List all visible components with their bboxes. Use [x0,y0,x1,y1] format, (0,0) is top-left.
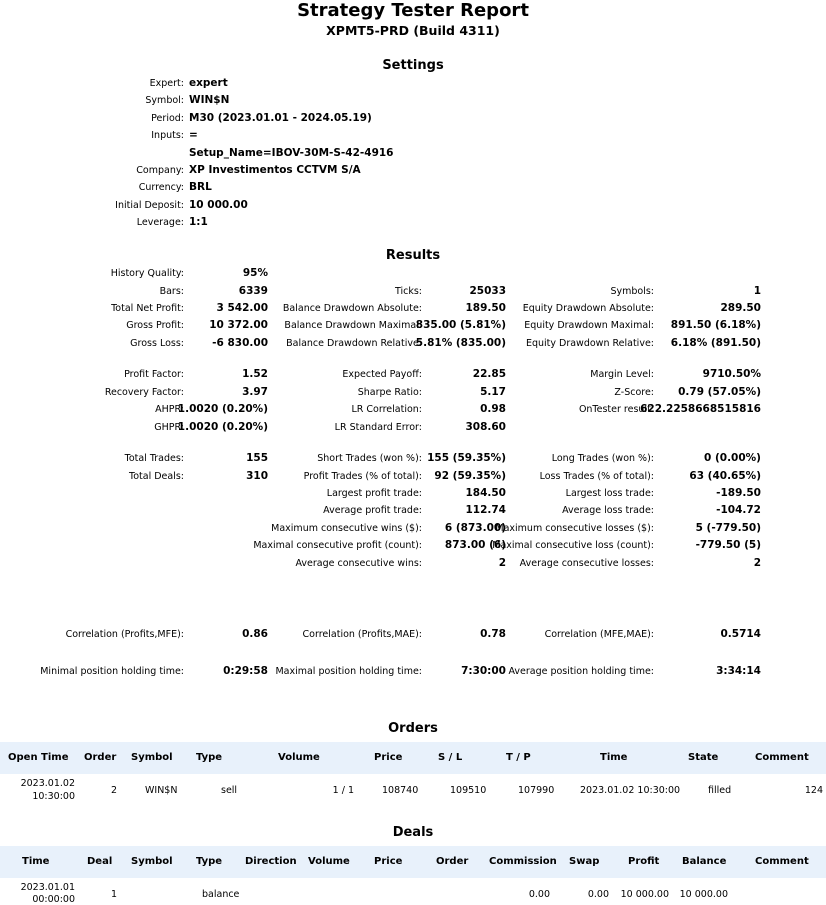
result-value: -6 830.00 [212,337,268,349]
result-label: LR Standard Error: [334,422,422,433]
result-label: Recovery Factor: [104,387,184,398]
result-label: Z-Score: [614,387,654,398]
deals-col-header[interactable]: Profit [628,856,660,867]
deals-col-header[interactable]: Deal [87,856,113,867]
setting-value: BRL [189,181,212,193]
result-value: 0.86 [242,628,268,640]
result-label: Maximum consecutive losses ($): [495,523,654,534]
result-value: 95% [242,267,268,279]
orders-table-header [0,742,826,774]
result-label: Profit Trades (% of total): [303,471,422,482]
result-value: 0.5714 [720,628,761,640]
setting-label: Company: [136,165,184,176]
result-label: Balance Drawdown Relative: [286,338,422,349]
deals-col-header[interactable]: Type [196,856,223,867]
result-value: 891.50 (6.18%) [670,319,761,331]
result-label: Equity Drawdown Relative: [525,338,654,349]
result-value: 0:29:58 [223,665,268,677]
result-label: Equity Drawdown Maximal: [524,320,654,331]
result-value: 1.0020 (0.20%) [177,403,268,415]
result-value: 7:30:00 [461,665,506,677]
setting-label: Currency: [138,182,184,193]
result-value: 6.18% (891.50) [670,337,761,349]
result-value: 1.0020 (0.20%) [177,421,268,433]
deals-heading: Deals [392,825,434,840]
deals-col-header[interactable]: Time [22,856,50,867]
result-label: Ticks: [394,286,422,297]
result-value: 9710.50% [702,368,761,380]
result-value: 5.81% (835.00) [415,337,506,349]
orders-col-header[interactable]: State [688,752,719,763]
result-label: Total Trades: [124,453,184,464]
setting-label: Initial Deposit: [115,200,184,211]
result-label: Long Trades (won %): [551,453,654,464]
result-value: 6 (873.00) [444,522,506,534]
result-value: 1 [753,285,761,297]
report-subtitle: XPMT5-PRD (Build 4311) [326,23,500,38]
result-value: -779.50 (5) [695,539,761,551]
result-label: OnTester result: [578,404,654,415]
result-value: 5.17 [480,386,506,398]
result-label: Loss Trades (% of total): [539,471,654,482]
setting-label: Symbol: [145,95,184,106]
setting-label: Inputs: [151,130,184,141]
result-value: 92 (59.35%) [434,470,506,482]
deals-table-header [0,846,826,878]
settings-heading: Settings [382,58,444,73]
order-tp: 107990 [518,785,555,796]
result-value: 3.97 [242,386,268,398]
result-value: 308.60 [465,421,506,433]
setting-value: expert [189,77,228,89]
results-heading: Results [385,248,441,263]
result-label: Maximum consecutive wins ($): [271,523,422,534]
setting-value: WIN$N [189,94,230,106]
setting-label: Leverage: [136,217,184,228]
setting-label: Period: [151,113,184,124]
result-label: Correlation (Profits,MAE): [302,629,422,640]
result-label: Average consecutive wins: [295,558,422,569]
result-value: 189.50 [465,302,506,314]
order-comment: 124 [804,785,823,796]
result-label: Maximal consecutive profit (count): [253,540,422,551]
result-label: Largest loss trade: [565,488,654,499]
result-value: 835.00 (5.81%) [415,319,506,331]
orders-col-header[interactable]: Symbol [131,752,173,763]
deals-col-header[interactable]: Balance [682,856,727,867]
result-label: Profit Factor: [124,369,184,380]
result-value: 155 [246,452,268,464]
result-label: History Quality: [110,268,184,279]
result-value: 0.98 [480,403,506,415]
result-label: Equity Drawdown Absolute: [522,303,654,314]
result-value: 5 (-779.50) [695,522,761,534]
result-value: 310 [246,470,268,482]
result-label: Balance Drawdown Maximal: [284,320,422,331]
order-time: 2023.01.02 10:30:00 [580,785,681,796]
setting-value: 1:1 [189,216,208,228]
setting-value: Setup_Name=IBOV-30M-S-42-4916 [189,147,394,159]
result-label: Balance Drawdown Absolute: [282,303,422,314]
result-label: Maximal position holding time: [275,666,422,677]
deal-balance: 10 000.00 [679,889,728,900]
result-value: 0.78 [480,628,506,640]
result-value: 184.50 [465,487,506,499]
orders-col-header[interactable]: S / L [438,752,463,763]
result-label: Total Deals: [129,471,184,482]
result-value: 289.50 [720,302,761,314]
result-label: Sharpe Ratio: [357,387,422,398]
deals-col-header[interactable]: Order [436,856,469,867]
order-volume: 1 / 1 [332,785,354,796]
result-value: -104.72 [716,504,761,516]
order-sl: 109510 [450,785,487,796]
orders-col-header[interactable]: Volume [278,752,320,763]
deal-time: 00:00:00 [32,894,75,905]
result-value: 10 372.00 [209,319,268,331]
result-value: 2 [753,557,761,569]
result-value: 873.00 (6) [444,539,506,551]
setting-label: Expert: [149,78,184,89]
deals-col-header[interactable]: Commission [489,856,557,867]
result-label: Correlation (MFE,MAE): [544,629,654,640]
setting-value: M30 (2023.01.01 - 2024.05.19) [189,112,372,124]
result-value: 63 (40.65%) [689,470,761,482]
setting-value: XP Investimentos CCTVM S/A [189,164,361,176]
result-label: Average position holding time: [508,666,654,677]
result-label: Short Trades (won %): [317,453,422,464]
deal-profit: 10 000.00 [620,889,669,900]
result-label: Maximal consecutive loss (count): [492,540,654,551]
deals-col-header[interactable]: Swap [569,856,600,867]
deals-col-header[interactable]: Volume [308,856,350,867]
orders-col-header[interactable]: Price [374,752,403,763]
result-label: GHPR: [154,422,184,433]
deal-commission: 0.00 [528,889,550,900]
deals-col-header[interactable]: Comment [755,856,809,867]
result-value: 622.2258668515816 [640,403,761,415]
result-value: 3:34:14 [716,665,761,677]
result-value: 22.85 [472,368,506,380]
result-value: 1.52 [242,368,268,380]
result-label: Symbols: [610,286,654,297]
result-label: Expected Payoff: [342,369,422,380]
result-label: Average consecutive losses: [519,558,654,569]
deals-col-header[interactable]: Price [374,856,403,867]
result-value: 3 542.00 [216,302,268,314]
deal-type: balance [202,889,240,900]
setting-value: 10 000.00 [189,199,248,211]
orders-col-header[interactable]: Type [196,752,223,763]
order-open-time: 10:30:00 [32,791,75,802]
order-symbol: WIN$N [145,785,178,796]
order-price: 108740 [382,785,419,796]
order-type: sell [221,785,238,796]
result-value: 2 [498,557,506,569]
result-label: AHPR: [155,404,184,415]
result-value: -189.50 [716,487,761,499]
report-title: Strategy Tester Report [297,0,529,21]
orders-col-header[interactable]: Order [84,752,117,763]
result-label: Gross Profit: [126,320,184,331]
deal-swap: 0.00 [587,889,609,900]
orders-col-header[interactable]: Open Time [8,752,69,763]
result-label: Correlation (Profits,MFE): [65,629,184,640]
deal-number: 1 [111,889,118,900]
result-value: 0 (0.00%) [704,452,761,464]
result-value: 0.79 (57.05%) [678,386,761,398]
orders-col-header[interactable]: Time [600,752,628,763]
result-label: Average profit trade: [323,505,422,516]
result-value: 112.74 [465,504,506,516]
deals-col-header[interactable]: Direction [245,856,297,867]
result-value: 25033 [469,285,506,297]
result-label: Total Net Profit: [111,303,184,314]
result-label: Average loss trade: [562,505,654,516]
orders-col-header[interactable]: T / P [506,752,531,763]
result-value: 155 (59.35%) [427,452,506,464]
order-number: 2 [111,785,118,796]
setting-value: = [189,129,198,141]
deal-date: 2023.01.01 [20,882,75,893]
result-label: Minimal position holding time: [40,666,184,677]
result-label: Margin Level: [590,369,654,380]
orders-col-header[interactable]: Comment [755,752,809,763]
result-label: Largest profit trade: [326,488,422,499]
result-label: LR Correlation: [351,404,422,415]
result-label: Bars: [159,286,184,297]
result-value: 6339 [238,285,268,297]
orders-heading: Orders [388,721,438,736]
order-state: filled [708,785,732,796]
deals-col-header[interactable]: Symbol [131,856,173,867]
order-open-date: 2023.01.02 [20,778,75,789]
result-label: Gross Loss: [130,338,184,349]
